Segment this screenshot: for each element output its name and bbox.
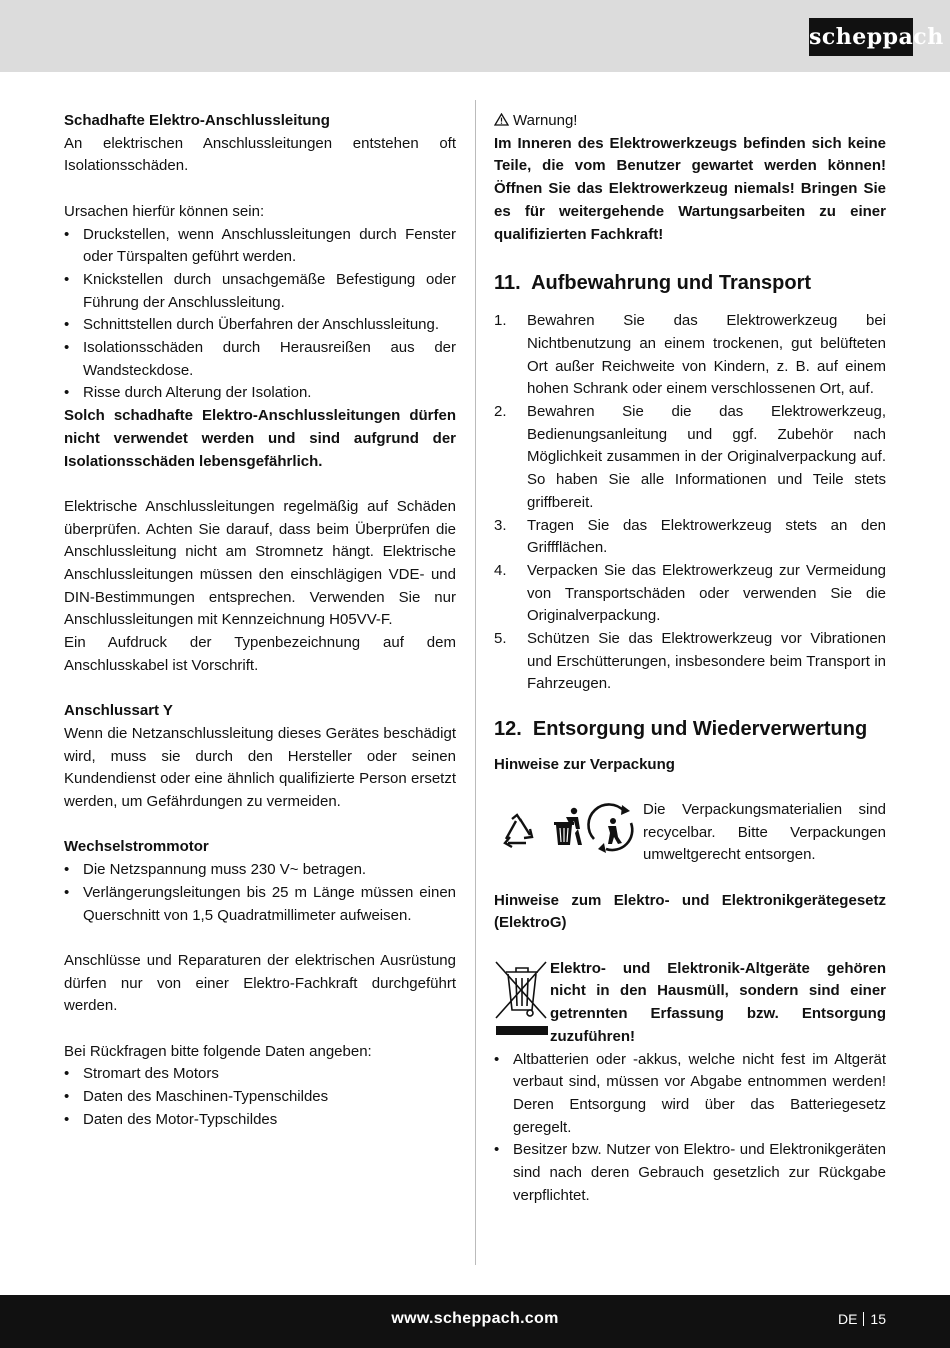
left-column [64,110,456,1132]
warning-text: Im Inneren des Elektrowerkzeugs befinden sich keine Teile, die vom Benutzer gewartet werden können! Öffnen Sie das Elektrowerkzeug niemals! Bringen Sie es für weitergehende Wartungsarbeiten zu einer qualifizierten Fachkraft! [494,134,886,243]
warning-triangle-icon [494,113,509,126]
heading-storage-transport: 11. Aufbewahrung und Transport [494,272,812,295]
weee-block [494,958,886,1049]
list-item: • Isolationsschäden durch Herausreißen aus der Wandsteckdose. [64,337,456,382]
elektrog-title: Hinweise zum Elektro- und Elektronikgerätegesetz (ElektroG) [494,891,886,932]
paragraph: An elektrischen Anschlussleitungen entstehen oft Isolationsschäden. [64,134,456,175]
list-item: • Druckstellen, wenn Anschlussleitungen durch Fenster oder Türspalten geführt werden. [64,224,456,269]
data-list [64,1063,456,1131]
packaging-text: Die Verpackungsmaterialien sind recycelbar. Bitte Verpackungen umweltgerecht entsorgen. [643,800,886,864]
causes-intro: Ursachen hierfür können sein: [64,202,265,220]
packaging-block [494,799,886,867]
section-title-connection-type: Anschlussart Y [64,702,173,720]
section-title-ac-motor: Wechselstrommotor [64,838,209,856]
danger-warning: Solch schadhafte Elektro-Anschlussleitungen dürfen nicht verwendet werden und sind aufgrund der Isolationsschäden lebensgefährlich. [64,407,456,470]
list-item: • Knickstellen durch unsachgemäße Befestigung oder Führung der Anschlussleitung. [64,269,456,314]
website-link[interactable]: www.scheppach.com [391,1310,559,1327]
paragraph: Anschlüsse und Reparaturen der elektrischen Ausrüstung dürfen nur von einer Elektro-Fachkraft durchgeführt werden. [64,951,456,1015]
heading-disposal-recycling: 12. Entsorgung und Wiederverwertung [494,718,868,741]
packaging-title: Hinweise zur Verpackung [494,756,675,774]
elektrog-list [494,1049,886,1208]
paragraph: Wenn die Netzanschlussleitung dieses Gerätes beschädigt wird, muss sie durch den Hersteller oder seinen Kundendienst oder eine ähnlich qualifizierte Person ersetzt werden, um Gefährdungen zu vermeiden. [64,724,456,811]
list-item: 3. Tragen Sie das Elektrowerkzeug stets an den Griffflächen. [494,516,886,557]
page-indicator [838,1311,886,1327]
list-item: • Schnittstellen durch Überfahren der Anschlussleitung. [64,314,456,337]
list-item: • Risse durch Alterung der Isolation. [64,382,456,405]
crossed-bin-icon [494,958,550,1042]
motor-list [64,859,456,927]
elektrog-notice: Elektro- und Elektronik-Altgeräte gehören nicht in den Hausmüll, sondern sind einer getrennten Erfassung bzw. Entsorgung zuzuführen! [550,959,886,1045]
list-item: • Die Netzspannung muss 230 V~ betragen. [64,859,456,882]
language-code: DE [837,1311,858,1327]
list-item: 4. Verpacken Sie das Elektrowerkzeug zur Vermeidung von Transportschäden oder verwenden Sie die Originalverpackung. [494,561,886,625]
section-title-damaged-cable: Schadhafte Elektro-Anschlussleitung [64,112,330,129]
header-bar [0,0,950,72]
recycling-symbols-icon [494,799,639,859]
warning-title: Warnung! [513,112,578,129]
column-divider [475,100,476,1265]
scheppach-logo: scheppach [809,18,913,56]
paragraph: Bei Rückfragen bitte folgende Daten angeben: [64,1042,372,1060]
list-item: 1. Bewahren Sie das Elektrowerkzeug bei Nichtbenutzung an einem trockenen, gut belüfteten Ort außer Reichweite von Kindern, z. B. auf einem hohen Schrank oder einem verschlossenen Ort, auf. [494,312,886,398]
list-item: • Verlängerungsleitungen bis 25 m Länge müssen einen Querschnitt von 1,5 Quadratmillimeter aufweisen. [64,882,456,927]
paragraph: Elektrische Anschlussleitungen regelmäßig auf Schäden überprüfen. Achten Sie darauf, dass beim Überprüfen die Anschlussleitung nicht am Stromnetz hängt. Elektrische Anschlussleitungen müssen den einschlägigen VDE- und DIN-Bestimmungen entsprechen. Verwenden Sie nur Anschlussleitungen mit Kennzeichnung H05VV-F. [64,497,456,629]
list-item: • Daten des Maschinen-Typenschildes [64,1086,456,1109]
footer-bar [0,1295,950,1348]
page-number: 15 [870,1311,886,1327]
list-item: 2. Bewahren Sie die das Elektrowerkzeug, Bedienungsanleitung und ggf. Zubehör nach Möglichkeit zusammen in der Originalverpackung auf. So haben Sie alle Informationen und Teile stets griffbereit. [494,403,886,511]
paragraph: Ein Aufdruck der Typenbezeichnung auf dem Anschlusskabel ist Vorschrift. [64,634,456,674]
list-item: • Stromart des Motors [64,1063,456,1086]
storage-list [494,310,886,696]
list-item: • Daten des Motor-Typschildes [64,1109,456,1132]
causes-list [64,224,456,406]
list-item: • Besitzer bzw. Nutzer von Elektro- und Elektronikgeräten sind nach deren Gebrauch gesetzlich zur Rückgabe verpflichtet. [494,1139,886,1207]
right-column [494,110,886,1208]
list-item: 5. Schützen Sie das Elektrowerkzeug vor Vibrationen und Erschütterungen, insbesondere beim Transport in Fahrzeugen. [494,630,886,693]
list-item: • Altbatterien oder -akkus, welche nicht fest im Altgerät verbaut sind, müssen vor Abgabe entnommen werden! Deren Entsorgung wird über das Batteriegesetz geregelt. [494,1049,886,1140]
warning-heading [494,110,886,133]
